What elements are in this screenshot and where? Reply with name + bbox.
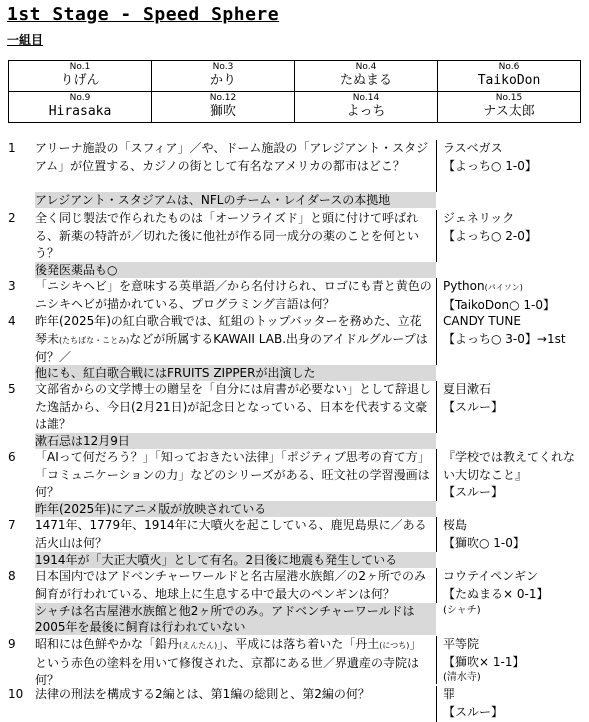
answer-text: CANDY TUNE bbox=[443, 314, 521, 328]
answer-text: ジェネリック bbox=[443, 211, 515, 225]
answer-block bbox=[443, 210, 585, 245]
reading-ruby: (えんたん) bbox=[179, 641, 218, 650]
player-name: たぬまる bbox=[339, 73, 392, 88]
answer-block bbox=[443, 381, 585, 416]
question-number: 4 bbox=[8, 314, 16, 328]
question-number: 7 bbox=[8, 518, 16, 532]
player-name: りげん bbox=[60, 73, 100, 88]
result-text: 【たぬまる× 0-1】 bbox=[443, 586, 549, 601]
question-text-part: 昨年(2025年)の紅白歌合戦では、紅組のトップバッターを務めた、立花琴未 bbox=[35, 314, 422, 346]
answer-text: 罪 bbox=[443, 687, 456, 701]
answer-reading: (パイソン) bbox=[484, 283, 523, 292]
column-divider bbox=[436, 140, 437, 192]
player-number: No.3 bbox=[212, 62, 234, 72]
player-row bbox=[9, 92, 581, 123]
column-divider bbox=[436, 381, 437, 433]
question-number: 6 bbox=[8, 450, 16, 464]
result-text: 【TaikoDon○ 1-0】 bbox=[443, 297, 555, 312]
result-text: 【獅吹× 1-1】 bbox=[443, 654, 525, 669]
note-bar: シャチは名古屋港水族館と他2ヶ所でのみ。アドベンチャーワールドは2005年を最後に飼育は行われていない bbox=[35, 603, 436, 635]
player-name: 獅吹 bbox=[209, 104, 236, 119]
player-number: No.15 bbox=[495, 93, 523, 103]
result-text: 【よっち○ 2-0】 bbox=[443, 228, 537, 243]
player-number: No.1 bbox=[69, 62, 91, 72]
page-title: 1st Stage - Speed Sphere bbox=[7, 4, 280, 25]
question-text: 日本国内ではアドベンチャーワールドと名古屋港水族館／の2ヶ所でのみ飼育が行われている、地球上に生息する中で最大のペンギンは何？ bbox=[35, 569, 427, 601]
column-divider bbox=[436, 517, 437, 552]
player-number: No.4 bbox=[355, 62, 377, 72]
player-name: ナス太郎 bbox=[483, 104, 535, 119]
player-cell bbox=[9, 61, 152, 92]
column-divider bbox=[436, 278, 437, 313]
player-cell bbox=[438, 92, 581, 123]
question-number: 3 bbox=[8, 279, 16, 293]
result-text: 【よっち○ 3-0】→1st bbox=[443, 331, 566, 346]
result-text: 【スルー】 bbox=[443, 399, 504, 414]
answer-text: 桜島 bbox=[443, 518, 468, 532]
answer-block bbox=[443, 278, 585, 314]
wrong-answer: (シャチ) bbox=[443, 605, 481, 616]
result-text: 【よっち○ 1-0】 bbox=[443, 158, 537, 173]
answer-block bbox=[443, 568, 585, 618]
player-row bbox=[9, 61, 581, 92]
result-text: 【スルー】 bbox=[443, 704, 504, 719]
result-text: 【獅吹○ 1-0】 bbox=[443, 535, 525, 550]
column-divider bbox=[436, 313, 437, 365]
player-name: かり bbox=[209, 73, 236, 88]
player-name: Hirasaka bbox=[48, 104, 112, 119]
player-cell bbox=[295, 92, 438, 123]
column-divider bbox=[436, 210, 437, 262]
player-cell bbox=[152, 61, 295, 92]
result-text: 【スルー】 bbox=[443, 485, 504, 499]
question-number: 9 bbox=[8, 637, 16, 651]
question-text-part: 昭和には色鮮やかな「鉛丹 bbox=[35, 637, 180, 651]
question-text bbox=[35, 313, 433, 367]
question-text: 「AIって何だろう？」「知っておきたい法律」「ポジティブ思考の育て方」「コミュニケーションの力」などのシリーズがある、旺文社の学習漫画は何？ bbox=[35, 450, 430, 499]
player-cell bbox=[295, 61, 438, 92]
question-text: 1471年、1779年、1914年に大噴火を起こしている、鹿児島県に／ある活火山は何？ bbox=[35, 518, 427, 550]
answer-text: 『学校では教えてくれない大切なこと』 bbox=[443, 450, 576, 482]
question-text: 「ニシキヘビ」を意味する英単語／から名付けられ、ロゴにも青と黄色のニシキヘビが描かれている、プログラミング言語は何？ bbox=[35, 279, 432, 311]
reading-ruby: (たちばな・ことみ) bbox=[59, 335, 130, 345]
note-bar: 1914年が「大正大噴火」として有名。2日後に地震も発生している bbox=[35, 552, 436, 568]
question-text: アリーナ施設の「スフィア」／や、ドーム施設の「アレジアント・スタジアム」が位置する、カジノの街として有名なアメリカの都市はどこ？ bbox=[35, 141, 429, 173]
group-heading: 一組目 bbox=[7, 33, 44, 47]
wrong-answer: (清水寺) bbox=[443, 672, 481, 683]
note-bar: 後発医薬品も○ bbox=[35, 262, 436, 278]
answer-block bbox=[443, 686, 585, 721]
player-number: No.12 bbox=[209, 93, 237, 103]
reading-ruby: (につち) bbox=[379, 641, 410, 650]
question-text-part: 」、平成には落ち着いた「丹土 bbox=[217, 637, 380, 651]
player-cell bbox=[9, 92, 152, 123]
column-divider bbox=[436, 568, 437, 603]
answer-block bbox=[443, 449, 585, 502]
note-bar: アレジアント・スタジアムは、NFLのチーム・レイダースの本拠地 bbox=[35, 192, 436, 208]
answer-block bbox=[443, 517, 585, 552]
question-number: 10 bbox=[8, 687, 24, 701]
note-bar: 昨年(2025年)にアニメ版が放映されている bbox=[35, 501, 436, 517]
player-cell bbox=[152, 92, 295, 123]
question-number: 1 bbox=[8, 141, 16, 155]
player-cell bbox=[438, 61, 581, 92]
column-divider bbox=[436, 449, 437, 501]
question-number: 5 bbox=[8, 382, 16, 396]
question-number: 8 bbox=[8, 569, 16, 583]
player-table bbox=[8, 60, 581, 123]
player-number: No.6 bbox=[498, 62, 520, 72]
answer-text: コウテイペンギン bbox=[443, 569, 539, 583]
question-text: 全く同じ製法で作られたものは「オーソライズド」と頭に付けて呼ばれる、新薬の特許が／切れた後に他社が作る同一成分の薬のことを何という？ bbox=[35, 211, 420, 260]
player-name: よっち bbox=[346, 104, 386, 119]
answer-text: Python bbox=[443, 279, 485, 293]
answer-block bbox=[443, 313, 585, 348]
question-text bbox=[35, 636, 433, 690]
column-divider bbox=[436, 686, 437, 722]
question-text: 文部省からの文学博士の贈呈を「自分には肩書が必要ない」として辞退した逸話から、今日(2月21日)が記念日となっている、日本を代表する文豪は誰？ bbox=[35, 382, 432, 431]
player-name: TaikoDon bbox=[477, 73, 541, 88]
answer-block bbox=[443, 140, 585, 175]
question-number: 2 bbox=[8, 211, 16, 225]
question-text: 法律の刑法を構成する2編とは、第1編の総則と、第2編の何？ bbox=[35, 687, 370, 701]
answer-text: ラスベガス bbox=[443, 141, 503, 155]
answer-block bbox=[443, 636, 585, 684]
note-bar: 漱石忌は12月9日 bbox=[35, 433, 436, 449]
column-divider bbox=[436, 636, 437, 684]
question-text-part: 」という赤色の塗料を用いて修復された、京都にある世／界遺産の寺院は何？ bbox=[35, 637, 422, 687]
answer-text: 夏目漱石 bbox=[443, 382, 492, 396]
answer-text: 平等院 bbox=[443, 637, 480, 651]
player-number: No.14 bbox=[352, 93, 380, 103]
note-bar: 他にも、紅白歌合戦にはFRUITS ZIPPERが出演した bbox=[35, 365, 436, 381]
player-number: No.9 bbox=[69, 93, 91, 103]
question-text-part: などが所属するKAWAII LAB.出身のアイドルグループは何？／ bbox=[35, 331, 428, 364]
